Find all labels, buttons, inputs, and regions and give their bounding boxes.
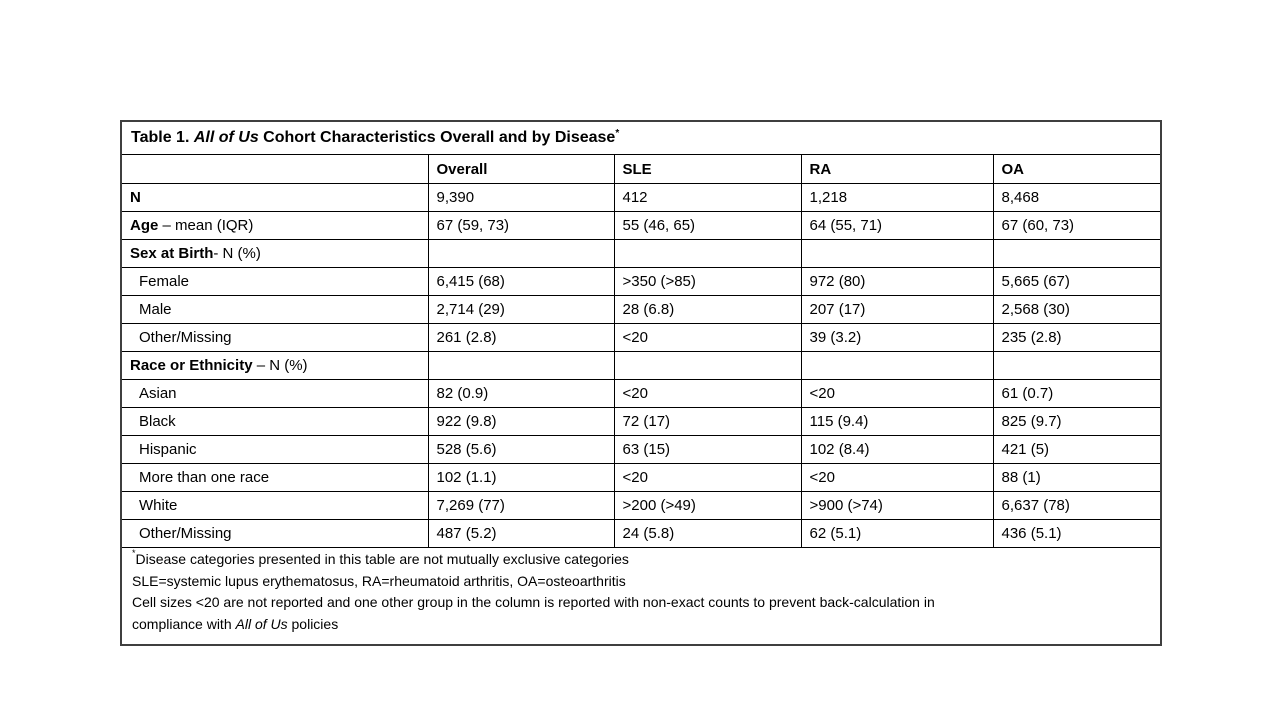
footnote-line-3: Cell sizes <20 are not reported and one other group in the column is reported with non-exact counts to prevent back-calculation in xyxy=(132,594,935,610)
cell-ra xyxy=(801,240,993,268)
table-row-male xyxy=(121,296,1161,324)
row-label-rest: – mean (IQR) xyxy=(158,217,254,234)
row-label-cell xyxy=(121,436,428,464)
row-label-strong: Sex at Birth xyxy=(130,245,214,262)
row-label-cell xyxy=(121,296,428,324)
column-header-ra: RA xyxy=(801,155,993,184)
column-header-row xyxy=(121,155,1161,184)
cell-overall: 67 (59, 73) xyxy=(428,212,614,240)
cell-oa: 5,665 (67) xyxy=(993,268,1161,296)
row-label-cell xyxy=(121,380,428,408)
table-title-cell xyxy=(121,121,1161,155)
table-title-row xyxy=(121,121,1161,155)
column-header-oa: OA xyxy=(993,155,1161,184)
row-label-rest: White xyxy=(139,497,178,514)
table-row-asian xyxy=(121,380,1161,408)
table-title-italic: All of Us xyxy=(193,129,259,146)
cell-oa xyxy=(993,240,1161,268)
cell-ra: <20 xyxy=(801,464,993,492)
cell-ra: 115 (9.4) xyxy=(801,408,993,436)
row-label-cell xyxy=(121,520,428,548)
table-row-more-than-one-race xyxy=(121,464,1161,492)
table-title-prefix: Table 1. xyxy=(131,129,194,146)
footnote-line-1-text: Disease categories presented in this table are not mutually exclusive categories xyxy=(135,551,629,567)
table-row-sex-other-missing xyxy=(121,324,1161,352)
footnote-line-4-pre: compliance with xyxy=(132,615,236,632)
cell-overall: 922 (9.8) xyxy=(428,408,614,436)
cell-oa xyxy=(993,352,1161,380)
cell-overall: 82 (0.9) xyxy=(428,380,614,408)
table-row-n xyxy=(121,184,1161,212)
footnote-asterisk: * xyxy=(132,548,136,558)
cell-oa: 88 (1) xyxy=(993,464,1161,492)
row-label-strong: N xyxy=(130,189,141,206)
row-label-cell xyxy=(121,352,428,380)
cell-ra: 972 (80) xyxy=(801,268,993,296)
cohort-characteristics-table xyxy=(120,120,1162,646)
cell-overall: 528 (5.6) xyxy=(428,436,614,464)
cell-oa: 235 (2.8) xyxy=(993,324,1161,352)
table-row-black xyxy=(121,408,1161,436)
footnote-line-4-post: policies xyxy=(287,615,339,632)
table-row-sex-at-birth-section xyxy=(121,240,1161,268)
table-title-asterisk: * xyxy=(615,128,620,139)
row-label-rest: Male xyxy=(139,301,172,318)
table-row-race-ethnicity-section xyxy=(121,352,1161,380)
cell-ra: 207 (17) xyxy=(801,296,993,324)
cell-oa: 8,468 xyxy=(993,184,1161,212)
cell-overall: 9,390 xyxy=(428,184,614,212)
cell-ra: >900 (>74) xyxy=(801,492,993,520)
cell-oa: 2,568 (30) xyxy=(993,296,1161,324)
cell-overall: 2,714 (29) xyxy=(428,296,614,324)
row-label-rest: Other/Missing xyxy=(139,329,232,346)
cell-overall xyxy=(428,240,614,268)
footnote-line-4 xyxy=(132,614,1150,636)
cell-oa: 6,637 (78) xyxy=(993,492,1161,520)
cell-sle: <20 xyxy=(614,380,801,408)
row-label-strong: Age xyxy=(130,217,159,234)
cell-oa: 825 (9.7) xyxy=(993,408,1161,436)
row-label-rest: – N (%) xyxy=(252,357,308,374)
row-label-cell xyxy=(121,212,428,240)
cell-ra: 39 (3.2) xyxy=(801,324,993,352)
cell-sle: <20 xyxy=(614,464,801,492)
cell-sle: 72 (17) xyxy=(614,408,801,436)
cell-overall xyxy=(428,352,614,380)
table-row-female xyxy=(121,268,1161,296)
cell-sle: 24 (5.8) xyxy=(614,520,801,548)
table-title-suffix: Cohort Characteristics Overall and by Disease xyxy=(258,129,616,146)
cell-sle: 28 (6.8) xyxy=(614,296,801,324)
row-label-cell xyxy=(121,268,428,296)
column-header-sle: SLE xyxy=(614,155,801,184)
row-label-cell xyxy=(121,324,428,352)
table-row-white xyxy=(121,492,1161,520)
cell-overall: 6,415 (68) xyxy=(428,268,614,296)
row-label-cell xyxy=(121,184,428,212)
cell-oa: 61 (0.7) xyxy=(993,380,1161,408)
cell-overall: 102 (1.1) xyxy=(428,464,614,492)
cell-sle xyxy=(614,240,801,268)
cell-ra: 64 (55, 71) xyxy=(801,212,993,240)
cell-sle: >200 (>49) xyxy=(614,492,801,520)
cell-sle: 63 (15) xyxy=(614,436,801,464)
cell-sle: >350 (>85) xyxy=(614,268,801,296)
row-label-rest: Asian xyxy=(139,385,177,402)
cell-ra: 1,218 xyxy=(801,184,993,212)
row-label-rest: Black xyxy=(139,413,176,430)
cell-oa: 436 (5.1) xyxy=(993,520,1161,548)
table-row-hispanic xyxy=(121,436,1161,464)
table-row-age xyxy=(121,212,1161,240)
row-label-cell xyxy=(121,408,428,436)
column-header-overall: Overall xyxy=(428,155,614,184)
row-label-cell xyxy=(121,240,428,268)
row-label-cell xyxy=(121,492,428,520)
cell-ra: 102 (8.4) xyxy=(801,436,993,464)
cell-sle: 412 xyxy=(614,184,801,212)
cell-sle: <20 xyxy=(614,324,801,352)
row-label-rest: More than one race xyxy=(139,469,270,486)
footnote-row xyxy=(121,548,1161,646)
row-label-rest: Female xyxy=(139,273,190,290)
footnote-line-1 xyxy=(132,549,1150,571)
row-label-cell xyxy=(121,464,428,492)
footnote-line-2: SLE=systemic lupus erythematosus, RA=rheumatoid arthritis, OA=osteoarthritis xyxy=(132,572,626,589)
cell-sle: 55 (46, 65) xyxy=(614,212,801,240)
cell-oa: 421 (5) xyxy=(993,436,1161,464)
footnote-line-4-italic: All of Us xyxy=(235,615,288,632)
cell-sle xyxy=(614,352,801,380)
cell-ra: 62 (5.1) xyxy=(801,520,993,548)
row-label-rest: Hispanic xyxy=(139,441,197,458)
cell-oa: 67 (60, 73) xyxy=(993,212,1161,240)
cell-overall: 487 (5.2) xyxy=(428,520,614,548)
table-row-race-other-missing xyxy=(121,520,1161,548)
row-label-rest: Other/Missing xyxy=(139,525,232,542)
cell-ra xyxy=(801,352,993,380)
row-label-strong: Race or Ethnicity xyxy=(130,357,253,374)
cell-ra: <20 xyxy=(801,380,993,408)
cell-overall: 261 (2.8) xyxy=(428,324,614,352)
row-label-rest: - N (%) xyxy=(213,245,261,262)
footnote-cell xyxy=(121,548,1161,646)
column-header-blank xyxy=(121,155,428,184)
cell-overall: 7,269 (77) xyxy=(428,492,614,520)
